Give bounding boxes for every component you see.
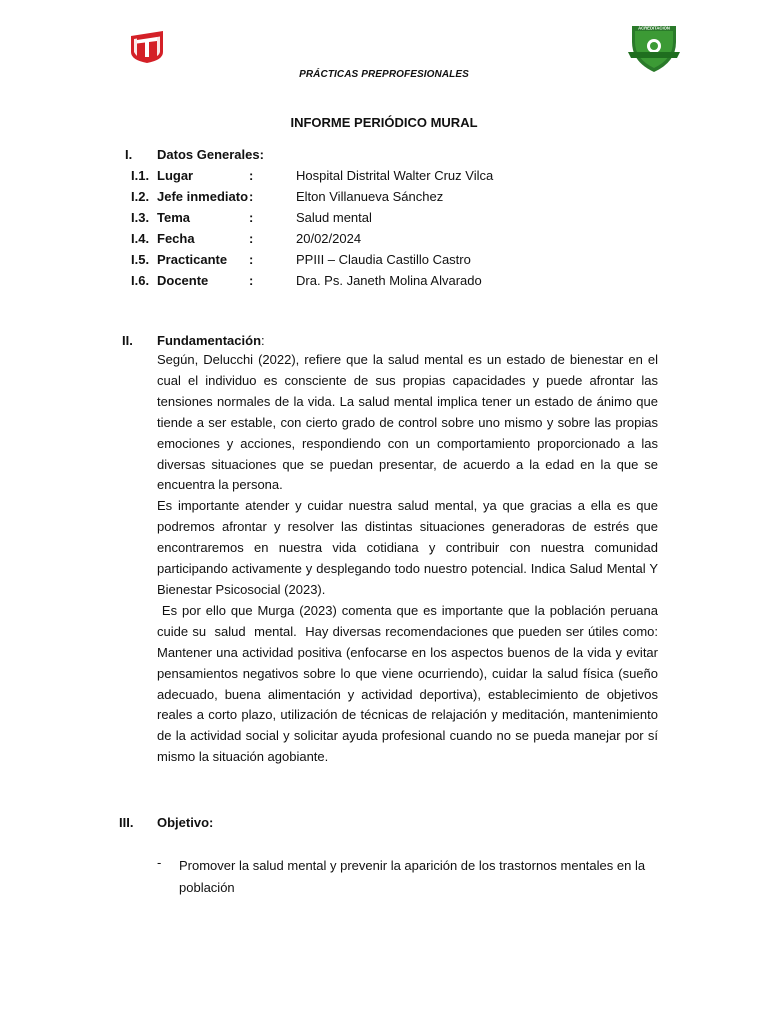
info-value: 20/02/2024 — [296, 231, 362, 246]
info-num: I.4. — [131, 231, 150, 246]
section2-number: II. — [122, 333, 133, 348]
info-row-fecha — [0, 231, 768, 251]
section3-heading: Objetivo: — [157, 815, 214, 830]
info-num: I.1. — [131, 168, 150, 183]
section1-number: I. — [125, 147, 133, 162]
info-value: Hospital Distrital Walter Cruz Vilca — [296, 168, 494, 183]
info-row-practicante — [0, 252, 768, 272]
info-label: Lugar — [157, 168, 194, 183]
info-num: I.6. — [131, 273, 150, 288]
info-separator: : — [249, 273, 254, 288]
info-label: Jefe inmediato — [157, 189, 249, 204]
info-label: Practicante — [157, 252, 228, 267]
objective-text: Promover la salud mental y prevenir la aparición de los trastornos mentales en la población — [179, 858, 646, 895]
section2-heading-text: Fundamentación — [157, 333, 262, 348]
section3-number: III. — [119, 815, 134, 830]
section1-heading: Datos Generales: — [157, 147, 264, 162]
info-num: I.5. — [131, 252, 150, 267]
document-title: INFORME PERIÓDICO MURAL — [290, 115, 478, 130]
info-row-docente — [0, 273, 768, 293]
paragraph: Según, Delucchi (2022), refiere que la salud mental es un estado de bienestar en el cual el individuo es consciente de sus propias capacidades y puede afrontar las tensiones normales de la vida. La salud mental implica tener un estado de ánimo que tiende a ser estable, con cierto grado de control sobre uno mismo y sobre las propias emociones y acciones, respondiendo con un comportamiento proporcionado a las diversas situaciones que se puedan presentar, de acuerdo a la edad en la que se encuentra la persona. — [157, 352, 658, 493]
info-separator: : — [249, 168, 254, 183]
info-value: Dra. Ps. Janeth Molina Alvarado — [296, 273, 482, 288]
info-value: PPIII – Claudia Castillo Castro — [296, 252, 471, 267]
info-separator: : — [249, 252, 254, 267]
info-separator: : — [249, 231, 254, 246]
info-row-jefe — [0, 189, 768, 209]
info-num: I.2. — [131, 189, 150, 204]
info-num: I.3. — [131, 210, 150, 225]
info-row-lugar — [0, 168, 768, 188]
info-label: Docente — [157, 273, 209, 288]
section2-heading-colon: : — [261, 333, 265, 348]
bullet-dash: - — [157, 855, 162, 870]
section2-heading — [157, 333, 265, 348]
badge-label: ACREDITACIÓN — [638, 25, 670, 31]
info-row-tema — [0, 210, 768, 230]
fundamentacion-body — [157, 350, 662, 768]
info-separator: : — [249, 210, 254, 225]
info-value: Salud mental — [296, 210, 372, 225]
paragraph: Es importante atender y cuidar nuestra salud mental, ya que gracias a ella es que podremos afrontar y resolver las distintas situaciones generadoras de estrés que encontraremos en nuestra vida cotidiana y contribuir con nuestra comunidad participando activamente y desplegando todo nuestro potencial. Indica Salud Mental Y Bienestar Psicosocial (2023). — [157, 498, 658, 597]
info-label: Fecha — [157, 231, 195, 246]
header-note: PRÁCTICAS PREPROFESIONALES — [299, 69, 469, 80]
acreditacion-badge-logo — [624, 22, 684, 74]
university-shield-logo — [129, 30, 165, 64]
info-value: Elton Villanueva Sánchez — [296, 189, 444, 204]
info-label: Tema — [157, 210, 190, 225]
paragraph: Es por ello que Murga (2023) comenta que es importante que la población peruana cuide su salud mental. Hay diversas recomendaciones que pueden ser útiles como: Mantener una actividad positiva (enfocarse en los aspectos buenos de la vida y evitar pensamientos negativos sobre lo que viene ocurriendo), cuidar la salud física (sueño adecuado, buena alimentación y actividad deportiva), establecimiento de objetivos reales a corto plazo, utilización de técnicas de relajación y meditación, mantenimiento de la actividad social y solicitar ayuda profesional cuando no se pueda manejar por sí mismo la situación agobiante. — [157, 602, 662, 765]
info-separator: : — [249, 189, 254, 204]
